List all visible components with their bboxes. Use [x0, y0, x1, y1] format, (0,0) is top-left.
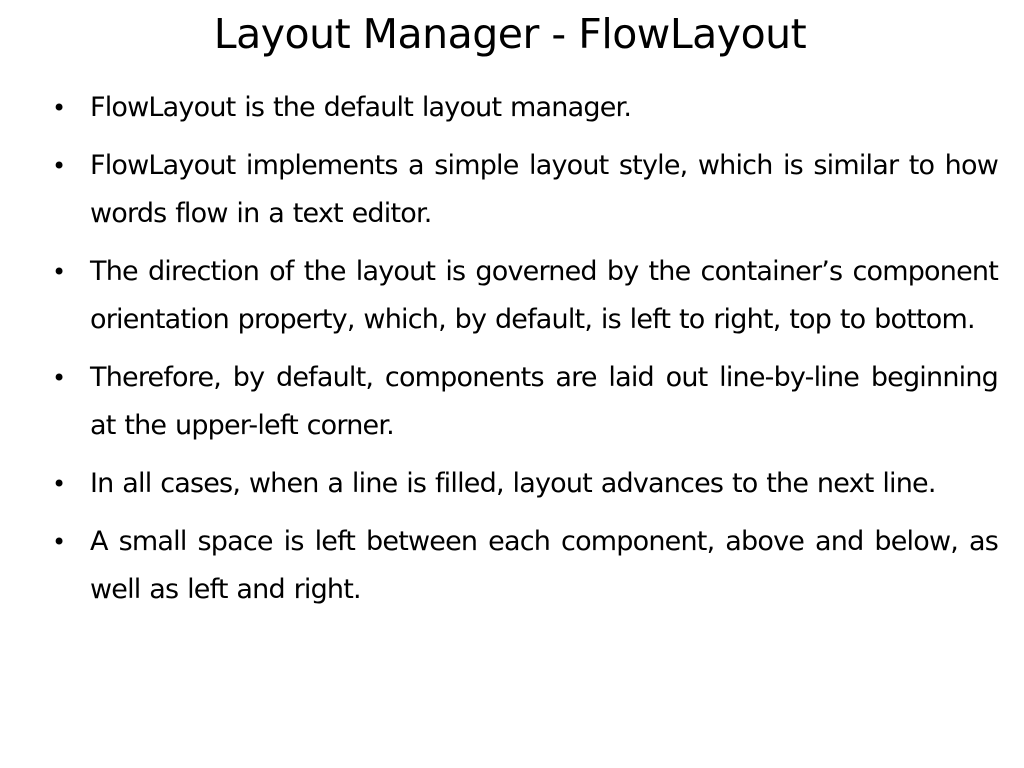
slide-title: Layout Manager - FlowLayout [213, 10, 807, 58]
bullet-item [52, 460, 998, 508]
bullet-text: FlowLayout implements a simple layout style, which is similar to how words flow in a text editor. [90, 150, 998, 229]
bullet-icon: • [52, 470, 66, 498]
bullet-text: The direction of the layout is governed by the container’s component orientation property, which, by default, is left to right, top to bottom. [90, 256, 998, 335]
bullet-item [52, 142, 998, 238]
bullet-icon: • [52, 364, 66, 392]
bullet-icon: • [52, 152, 66, 180]
bullet-item [52, 248, 998, 344]
bullet-text: FlowLayout is the default layout manager. [90, 92, 632, 123]
bullet-icon: • [52, 528, 66, 556]
bullet-text: Therefore, by default, components are laid out line-by-line beginning at the upper-left corner. [90, 362, 998, 441]
bullet-text: A small space is left between each component, above and below, as well as left and right. [90, 526, 998, 605]
bullet-item [52, 354, 998, 450]
bullet-icon: • [52, 258, 66, 286]
bullet-list [52, 84, 998, 624]
bullet-icon: • [52, 94, 66, 122]
bullet-item [52, 84, 998, 132]
bullet-item [52, 518, 998, 614]
bullet-text: In all cases, when a line is filled, layout advances to the next line. [90, 468, 936, 499]
